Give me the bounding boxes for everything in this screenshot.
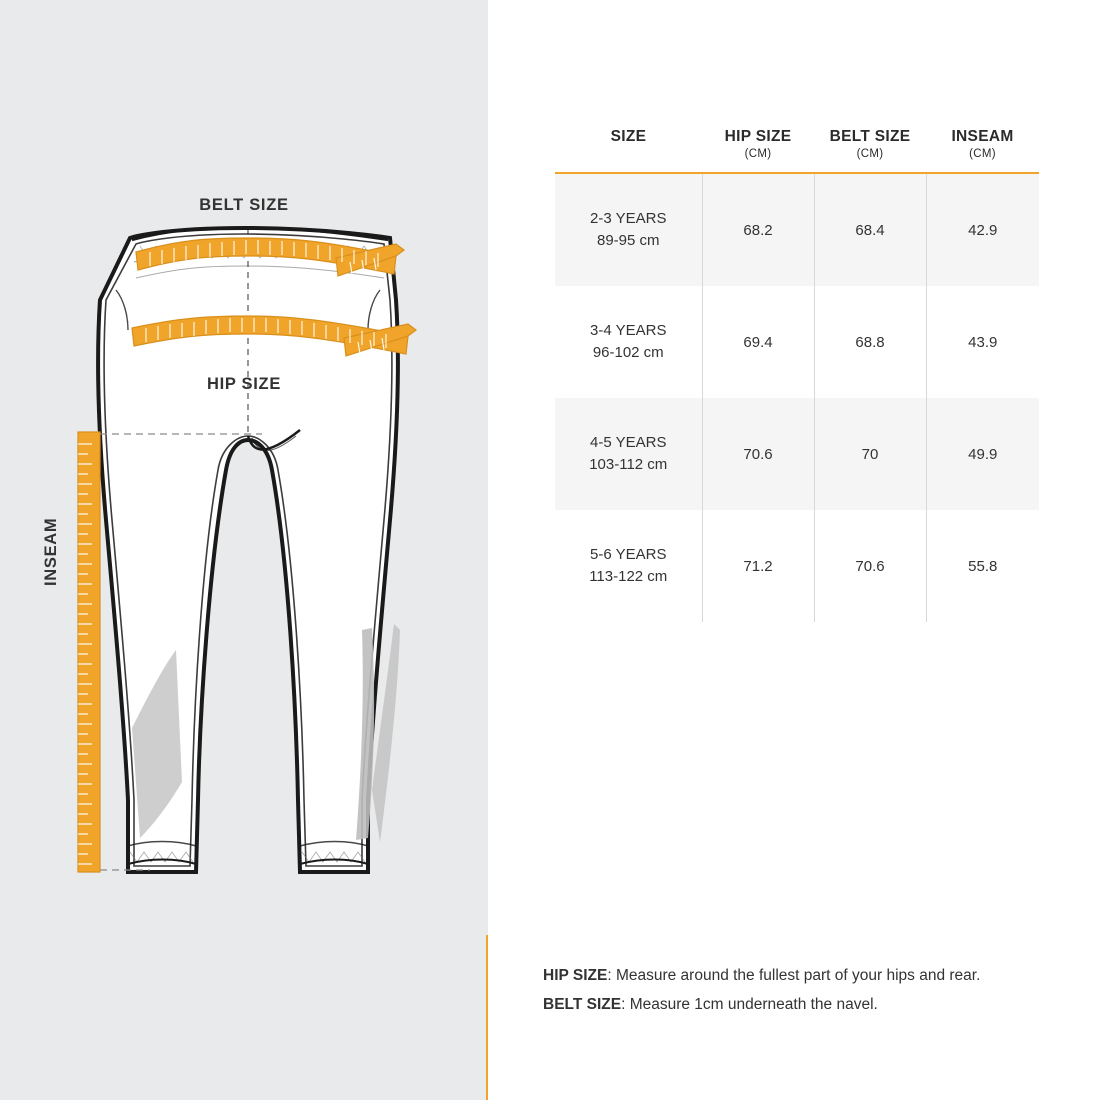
cell-belt: 68.4: [814, 173, 926, 286]
cell-inseam: 49.9: [926, 398, 1039, 510]
trousers-measurement-diagram: [0, 0, 488, 1100]
table-row: [555, 286, 1039, 398]
cell-size: [555, 398, 702, 510]
note-belt-term: BELT SIZE: [543, 995, 622, 1013]
cell-inseam: 42.9: [926, 173, 1039, 286]
header-size-title: SIZE: [610, 128, 647, 145]
header-hip-size: [702, 128, 814, 173]
header-belt-size: [814, 128, 926, 173]
header-size: [555, 128, 702, 173]
size-table-wrapper: [555, 128, 1039, 622]
belt-size-label: BELT SIZE: [199, 196, 289, 214]
table-header-row: [555, 128, 1039, 173]
table-row: [555, 398, 1039, 510]
table-row: [555, 173, 1039, 286]
note-hip-size: [543, 962, 1063, 991]
measurement-notes: [543, 962, 1063, 1019]
size-age: 2-3 YEARS: [590, 210, 667, 228]
cell-hip: 69.4: [702, 286, 814, 398]
size-age: 4-5 YEARS: [590, 434, 667, 452]
header-belt-size-unit: (CM): [856, 148, 884, 160]
cell-size: [555, 286, 702, 398]
header-inseam-title: INSEAM: [951, 128, 1014, 145]
note-hip-text: : Measure around the fullest part of your hips and rear.: [607, 967, 981, 984]
header-hip-size-unit: (CM): [744, 148, 772, 160]
cell-inseam: 55.8: [968, 557, 998, 575]
header-hip-size-title: HIP SIZE: [724, 128, 792, 145]
hip-size-label: HIP SIZE: [206, 375, 282, 393]
note-belt-text: : Measure 1cm underneath the navel.: [621, 995, 878, 1013]
table-row: [555, 510, 1039, 622]
cell-size: [555, 510, 702, 622]
inseam-label: INSEAM: [42, 517, 60, 586]
size-height: 113-122 cm: [589, 568, 668, 585]
cell-belt: 68.8: [814, 286, 926, 398]
cell-hip: 70.6: [702, 398, 814, 510]
cell-hip: 71.2: [702, 510, 814, 622]
header-inseam-unit: (CM): [969, 148, 996, 160]
header-inseam: [926, 128, 1039, 173]
cell-belt: 70: [814, 398, 926, 510]
cell-inseam: 43.9: [968, 333, 998, 351]
size-table: [555, 128, 1039, 622]
size-height: 96-102 cm: [592, 344, 664, 361]
cell-hip: 68.2: [702, 173, 814, 286]
note-hip-term: HIP SIZE: [543, 967, 608, 984]
cell-belt: 70.6: [814, 510, 926, 622]
size-age: 5-6 YEARS: [590, 546, 667, 564]
size-age: 3-4 YEARS: [590, 322, 667, 340]
illustration-panel: [0, 0, 488, 1100]
size-height: 89-95 cm: [596, 232, 660, 249]
note-belt-size: [543, 991, 1063, 1020]
content-panel: [488, 0, 1100, 1100]
size-height: 103-112 cm: [589, 456, 668, 473]
header-belt-size-title: BELT SIZE: [829, 128, 911, 145]
cell-size: [555, 173, 702, 286]
